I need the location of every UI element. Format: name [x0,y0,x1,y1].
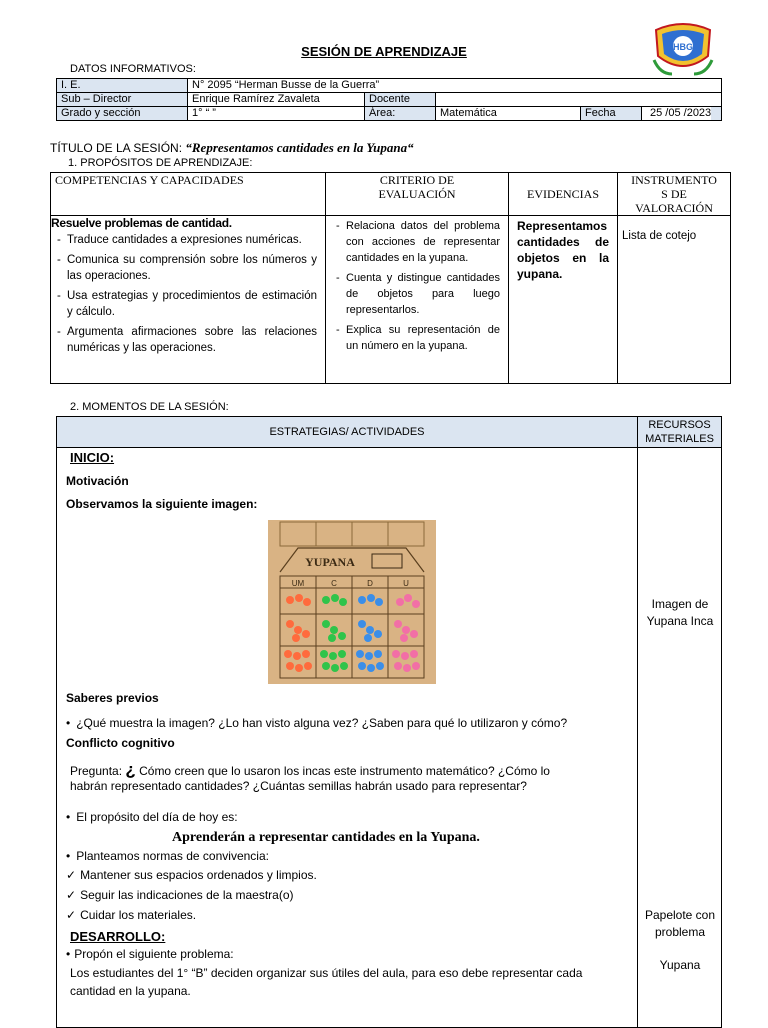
recurso-imagen-line1: Imagen de [651,597,709,611]
criterio-item: - Explica su representación de un número en la yupana. [346,322,500,354]
pregunta-text-1: Cómo creen que lo usaron los incas este instrumento matemático? ¿Cómo lo [135,764,550,778]
info-table [56,78,722,121]
session-title [50,140,414,156]
competencias-cell [51,216,326,384]
norma-item [66,888,294,902]
pregunta-mark: ¿ [125,760,136,779]
yupana-image [268,520,436,684]
col-instrumento [618,173,731,216]
criterios-cell [326,216,509,384]
recurso-papelote-line2: problema [654,925,706,939]
yupana-col-label: C [331,579,337,588]
pregunta-text-2: habrán representado cantidades? ¿Cuántas semillas habrán usado para representar? [70,779,527,793]
criterio-item: - Relaciona datos del problema con acciones de representar cantidades en la yupana. [346,218,500,266]
subdirector-value: Enrique Ramírez Zavaleta [188,93,365,107]
competencia-text: Resuelve problemas de cantidad. [51,216,232,230]
problema-line-1: Los estudiantes del 1° “B” deciden organizar sus útiles del aula, para eso debe representar cada [70,966,583,980]
norma-text: Mantener sus espacios ordenados y limpios. [80,868,317,882]
col-instrumento-line1: INSTRUMENTO [631,173,717,187]
propositos-heading: 1. PROPÓSITOS DE APRENDIZAJE: [68,157,253,169]
saberes-question: ¿Qué muestra la imagen? ¿Lo han visto alguna vez? ¿Saben para qué lo utilizaron y cómo? [76,716,568,730]
yupana-title: YUPANA [305,555,355,569]
logo-text: HBG [673,42,693,52]
capacidad-item: - Comunica su comprensión sobre los números y las operaciones. [67,252,317,284]
docente-value [436,93,722,107]
grado-value: 1° “ ” [188,107,365,121]
fecha-value: 25 /05 /2023 [642,107,711,120]
pregunta-line-1 [70,760,550,780]
area-label: Área: [365,107,436,121]
grado-label: Grado y sección [57,107,188,121]
motivacion-heading: Motivación [66,474,129,488]
area-value: Matemática [436,107,581,121]
datos-informativos-label: DATOS INFORMATIVOS: [70,63,196,75]
recurso-papelote [639,907,721,941]
saberes-bullet [66,716,567,730]
col-recursos-line2: MATERIALES [645,433,714,445]
normas-text: Planteamos normas de convivencia: [76,849,269,863]
fecha-cell [581,107,722,121]
bullet-icon: • [66,947,71,961]
bullet-icon: • [66,716,71,730]
recurso-papelote-line1: Papelote con [644,908,716,922]
momentos-heading: 2. MOMENTOS DE LA SESIÓN: [70,401,229,413]
inicio-heading: INICIO: [70,450,115,465]
problema-line-2: cantidad en la yupana. [70,984,191,998]
propositos-table [50,172,731,384]
col-criterio-line1: CRITERIO DE [379,173,455,187]
pregunta-label: Pregunta: [70,764,126,778]
evidencia-text: Representamos cantidades de objetos en la yupana. [509,216,618,384]
norma-item [66,908,196,922]
norma-text: Seguir las indicaciones de la maestra(o) [80,888,294,902]
norma-item [66,868,317,882]
subdirector-label: Sub – Director [57,93,188,107]
check-icon: ✓ [66,888,77,902]
instrumento-text: Lista de cotejo [618,216,731,384]
conflicto-heading: Conflicto cognitivo [66,736,175,750]
document-title: SESIÓN DE APRENDIZAJE [301,44,467,59]
check-icon: ✓ [66,868,77,882]
recurso-imagen-line2: Yupana Inca [646,614,714,628]
col-competencias: COMPETENCIAS Y CAPACIDADES [51,173,326,216]
col-criterio-line2: EVALUACIÓN [378,187,456,201]
capacidad-item: - Argumenta afirmaciones sobre las relaciones numéricas y las operaciones. [67,324,317,356]
col-estrategias: ESTRATEGIAS/ ACTIVIDADES [57,417,638,448]
session-title-label: TÍTULO DE LA SESIÓN: [50,141,183,155]
col-instrumento-line3: VALORACIÓN [635,201,713,215]
docente-label: Docente [365,93,436,107]
propon-bullet [66,947,234,961]
propon-text: Propón el siguiente problema: [74,947,234,961]
col-evidencias: EVIDENCIAS [509,173,618,216]
capacidad-item: - Traduce cantidades a expresiones numéricas. [67,232,317,248]
saberes-heading: Saberes previos [66,691,159,705]
col-instrumento-line2: S DE [661,187,687,201]
recurso-yupana: Yupana [659,958,701,972]
normas-bullet [66,849,269,863]
ie-label: I. E. [57,79,188,93]
desarrollo-heading: DESARROLLO: [70,929,166,944]
col-recursos-line1: RECURSOS [648,419,711,431]
check-icon: ✓ [66,908,77,922]
observamos-text: Observamos la siguiente imagen: [66,497,258,511]
bullet-icon: • [66,810,71,824]
col-recursos [638,417,722,448]
recurso-imagen [639,596,721,630]
yupana-col-label: U [403,579,409,588]
fecha-label: Fecha [581,107,642,120]
bullet-icon: • [66,849,71,863]
proposito-bullet [66,810,238,824]
yupana-col-label: D [367,579,373,588]
col-criterio [326,173,509,216]
norma-text: Cuidar los materiales. [80,908,197,922]
school-logo [650,16,716,78]
yupana-col-label: UM [291,579,305,588]
capacidad-item: - Usa estrategias y procedimientos de estimación y cálculo. [67,288,317,320]
session-title-value: “Representamos cantidades en la Yupana“ [185,140,414,155]
criterio-item: - Cuenta y distingue cantidades de objetos para luego representarlos. [346,270,500,318]
aprenderan-text: Aprenderán a representar cantidades en la Yupana. [172,830,480,845]
proposito-text: El propósito del día de hoy es: [76,810,238,824]
ie-value: N° 2095 “Herman Busse de la Guerra” [188,79,722,93]
